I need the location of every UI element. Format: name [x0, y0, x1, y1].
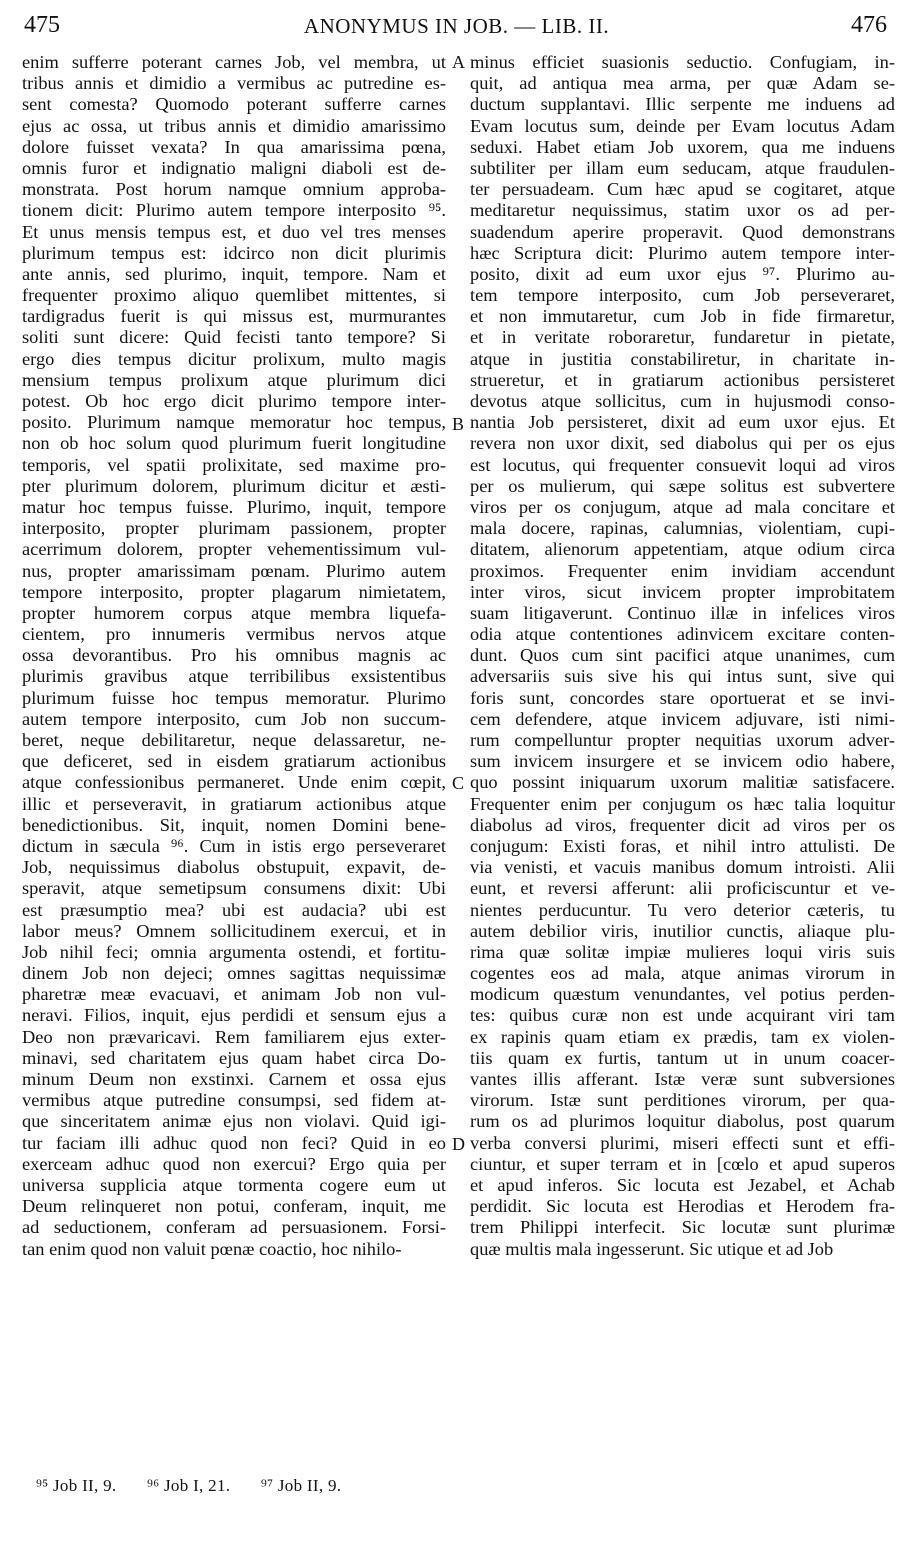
text-line: cientem, pro innumeris vermibus nervos atque [22, 624, 446, 645]
text-line: eunt, et reversi afferunt: alii proficiscuntur et ve- [470, 878, 895, 899]
text-line: enim sufferre poterant carnes Job, vel membra, ut [22, 52, 446, 72]
left-column [22, 52, 446, 1260]
text-line: ter persuadeam. Cum hæc apud se cogitaret, atque [470, 179, 895, 200]
text-line: nantia Job persisteret, dixit ad eum uxor ejus. Et [470, 412, 895, 433]
text-line: foris sunt, concordes stare oportuerat et se invi- [470, 687, 895, 708]
text-line: diabolus ad viros, frequenter dicit ad viros per os [470, 814, 895, 835]
text-line: tiis quam ex furtis, tantum ut in unum coacer- [470, 1047, 895, 1068]
text-line: ante annis, sed plurimo, inquit, tempore. Nam et [22, 263, 446, 284]
margin-letter-c: C [452, 773, 465, 793]
text-line: strueretur, et in gratiarum actionibus persisteret [470, 369, 895, 390]
text-line: que sinceritatem animæ ejus non violavi. Quid igi- [22, 1111, 446, 1132]
text-line: verba conversi plurimi, miseri effecti sunt et effi- [470, 1132, 895, 1153]
text-line: potest. Ob hoc ergo dicit plurimo tempore inter- [22, 391, 446, 411]
text-line: dunt. Quos cum sint pacifici atque unanimes, cum [470, 645, 895, 666]
margin-letter-b: B [452, 414, 465, 434]
text-line: Frequenter enim per conjugum os hæc talia loquitur [470, 793, 895, 814]
footnotes [36, 1476, 367, 1496]
text-line: tan enim quod non valuit pœnæ coactio, hoc nihilo- [22, 1238, 402, 1259]
text-line: quit, ad antiqua mea arma, per quæ Adam se- [470, 73, 895, 94]
text-line: plurimum fuisse hoc tempus memoratur. Plurimo [22, 687, 446, 708]
text-line: ad seductionem, conferam ad persuasionem. Forsi- [22, 1217, 446, 1238]
text-line: trem Philippi interfecit. Sic locutæ sunt plurimæ [470, 1217, 895, 1238]
text-line: interposito, propter plurimam passionem, propter [22, 518, 446, 539]
text-line: universa supplicia atque tormenta cogere eum ut [22, 1174, 446, 1195]
text-line: autem debilior viris, inutilior cunctis, aliaque plu- [470, 920, 895, 941]
text-line: sum invicem insurgere et se invicem odio habere, [470, 751, 895, 772]
text-line: modicum quæstum venundantes, vel potius perden- [470, 984, 895, 1005]
text-line: via venisti, et vacuis manibus domum introisti. Alii [470, 857, 895, 878]
text-line: est præsumptio mea? ubi est audacia? ubi est [22, 899, 446, 920]
text-line: Deo non prævaricavi. Rem familiarem ejus exter- [22, 1026, 446, 1047]
text-line: virorum. Istæ sunt perditiones virorum, per qua- [470, 1090, 895, 1111]
text-line: ossa devorantibus. Pro his omnibus magnis ac [22, 645, 446, 666]
text-line: benedictionibus. Sit, inquit, nomen Domini bene- [22, 814, 446, 835]
text-line: pter plurimum dolorem, plurimum dicitur et æsti- [22, 475, 446, 496]
text-line: ditatem, alienorum appetentiam, atque odium circa [470, 539, 895, 560]
text-line: propter humorem corpus atque membra liquefa- [22, 602, 446, 623]
right-column [470, 52, 895, 1260]
text-line: que deficeret, sed in eisdem gratiarum actionibus [22, 751, 446, 772]
page-header [0, 0, 913, 40]
text-line: seduxi. Habet etiam Job uxorem, qua me induens [470, 136, 895, 157]
text-line: conjugum: Existi foras, et nihil intro attulisti. De [470, 835, 895, 856]
text-line: pharetræ meæ evacuavi, et animam Job non vul- [22, 984, 446, 1005]
text-line: illic et perseveravit, in gratiarum actionibus atque [22, 793, 446, 814]
text-line: revera non uxor dixit, sed diabolus qui per os ejus [470, 433, 895, 454]
text-line: Job nihil feci; omnia argumenta ostendi, et fortitu- [22, 941, 446, 962]
text-line: posito. Plurimum namque memoratur hoc tempus, [22, 412, 446, 433]
text-line: cem defendere, atque invicem adjuvare, isti nimi- [470, 708, 895, 729]
text-line: neravi. Filios, inquit, ejus perdidi et sensum ejus a [22, 1005, 446, 1026]
text-line: nientes perducuntur. Tu vero deterior cæteris, tu [470, 899, 895, 920]
text-line: minus efficiet suasionis seductio. Confugiam, in- [470, 52, 895, 72]
text-line: tempore interposito, propter plagarum nimietatem, [22, 581, 446, 602]
text-line: tes: quibus curæ non est unde acquirant viri tam [470, 1005, 895, 1026]
text-line: posito, dixit ad eum uxor ejus ⁹⁷. Plurimo au- [470, 263, 895, 284]
text-line: tem tempore interposito, cum Job perseveraret, [470, 285, 895, 306]
text-line: et apud inferos. Sic locuta est Jezabel, et Achab [470, 1174, 895, 1195]
text-line: matur hoc tempus fuisse. Plurimo, inquit, tempore [22, 496, 446, 517]
text-line: hæc Scriptura dicit: Plurimo autem tempore inter- [470, 242, 895, 263]
text-line: Deum relinqueret non potui, conferam, inquit, me [22, 1196, 446, 1217]
margin-letter-d: D [452, 1134, 465, 1154]
text-line: viros per os conjugum, atque ad mala concitare et [470, 496, 895, 517]
text-line: Evam locutus sum, deinde per Evam locutus Adam [470, 115, 895, 136]
text-line: frequenter proximo aliquo quemlibet mittentes, si [22, 285, 446, 306]
text-line: tardigradus fuerit is qui missus est, murmurantes [22, 306, 446, 327]
text-line: ductum supplantavi. Illic serpente me induens ad [470, 94, 895, 115]
text-line: vantes illis afferant. Istæ veræ sunt subversiones [470, 1069, 895, 1089]
text-line: temporis, vel spatii prolixitate, sed maxime pro- [22, 454, 446, 475]
text-line: devotus atque sollicitus, cum in hujusmodi conso- [470, 391, 895, 411]
text-line: dictum in sæcula ⁹⁶. Cum in istis ergo perseveraret [22, 835, 446, 856]
text-line: exerceam adhuc quod non exercui? Ergo quia per [22, 1153, 446, 1174]
text-line: plurimum tempus est: idcirco non dicit plurimis [22, 242, 446, 263]
text-line: adversariis suis sive his qui intus sunt, sive qui [470, 666, 895, 687]
text-line: labor meus? Omnem sollicitudinem exercui, et in [22, 920, 446, 941]
text-line: autem tempore interposito, cum Job non succum- [22, 708, 446, 729]
text-line: et in veritate roboraretur, fundaretur in pietate, [470, 327, 895, 348]
text-line: ciuntur, et super terram et in [cœlo et apud superos [470, 1153, 895, 1174]
text-line: atque in justitia constabiliretur, in charitate in- [470, 348, 895, 369]
text-line: atque confessionibus permaneret. Unde enim cœpit, [22, 772, 446, 793]
text-line: monstrata. Post horum namque omnium approba- [22, 179, 446, 200]
text-line: meditaretur nequissimus, statim uxor os ad per- [470, 200, 895, 221]
text-line: non ob hoc solum quod plurimum fuerit longitudine [22, 433, 446, 454]
page-number-right: 476 [851, 12, 887, 38]
text-line: per os mulierum, qui sæpe solitus est subvertere [470, 475, 895, 496]
text-line: odia atque contentiones adinvicem excitare conten- [470, 624, 895, 645]
text-line: suadendum aperire properavit. Quod demonstrans [470, 221, 895, 242]
text-line: omnis furor et indignatio maligni diaboli est de- [22, 157, 446, 178]
text-line: mala docere, rapinas, calumnias, violentiam, cupi- [470, 518, 895, 539]
text-line: ex rapinis quam etiam ex prædis, tam ex violen- [470, 1026, 895, 1047]
text-line: inter viros, sicut invicem propter improbitatem [470, 581, 895, 602]
text-line: est locutus, qui frequenter consuevit loqui ad viros [470, 454, 895, 475]
text-line: proximos. Frequenter enim invidiam accendunt [470, 560, 895, 581]
text-line: rum os ad plurimos loquitur diabolus, post quarum [470, 1111, 895, 1132]
text-line: Et unus mensis tempus est, et duo vel tres menses [22, 221, 446, 242]
text-line: vermibus atque putredine consumpsi, sed fidem at- [22, 1090, 446, 1111]
running-title: ANONYMUS IN JOB. — LIB. II. [303, 14, 610, 38]
text-line: beret, neque debilitaretur, neque delassaretur, ne- [22, 730, 446, 750]
text-line: dinem Job non dejeci; omnes sagittas nequissimæ [22, 963, 446, 984]
text-line: plurimis gravibus atque terribilibus exsistentibus [22, 666, 446, 687]
footnote: ⁹⁷ Job II, 9. [260, 1476, 342, 1495]
footnote: ⁹⁶ Job I, 21. [147, 1476, 231, 1495]
text-line: subtiliter per illam eum seducam, atque fraudulen- [470, 157, 895, 178]
text-line: rum compelluntur propter nequitias uxorum adver- [470, 730, 895, 750]
text-line: sent comesta? Quomodo poterant sufferre carnes [22, 94, 446, 115]
text-line: soliti sunt dicere: Quid fecisti tanto tempore? Si [22, 327, 446, 348]
text-line: dolore fuisset vexata? In qua amarissima pœna, [22, 136, 446, 157]
text-line: quæ multis mala ingesserunt. Sic utique et ad Job [470, 1238, 834, 1259]
text-line: acerrimum dolorem, propter vehementissimum vul- [22, 539, 446, 560]
text-line: quo possint iniquarum uxorum malitiæ satisfacere. [470, 772, 895, 793]
text-line: mensium tempus prolixum atque plurimum dici [22, 369, 446, 390]
text-line: suam litigaverunt. Continuo illæ in infelices viros [470, 602, 895, 623]
text-line: nus, propter amarissimam pœnam. Plurimo autem [22, 560, 446, 581]
text-line: minavi, sed charitatem ejus quam habet circa Do- [22, 1047, 446, 1068]
footnote: ⁹⁵ Job II, 9. [36, 1476, 117, 1495]
text-line: cogentes eos ad mala, atque animas virorum in [470, 963, 895, 984]
text-line: ergo dies tempus dicitur prolixum, multo magis [22, 348, 446, 369]
text-line: et non immutaretur, cum Job in fide firmaretur, [470, 306, 895, 327]
text-line: tionem dicit: Plurimo autem tempore interposito ⁹⁵. [22, 200, 446, 221]
text-line: minum Deum non exstinxi. Carnem et ossa ejus [22, 1069, 446, 1089]
text-line: perdidit. Sic locuta est Herodias et Herodem fra- [470, 1196, 895, 1217]
page-number-left: 475 [24, 12, 60, 38]
text-line: speravit, atque semetipsum consumens dixit: Ubi [22, 878, 446, 899]
margin-letter-a: A [452, 52, 465, 72]
text-line: tribus annis et dimidio a vermibus ac putredine es- [22, 73, 446, 94]
text-line: ejus ac ossa, ut tribus annis et dimidio amarissimo [22, 115, 446, 136]
text-line: tur faciam illi adhuc quod non feci? Quid in eo [22, 1132, 446, 1153]
text-line: Job, nequissimus diabolus obstupuit, expavit, de- [22, 857, 446, 878]
text-line: rima quæ solitæ impiæ mulieres loqui viris suis [470, 941, 895, 962]
